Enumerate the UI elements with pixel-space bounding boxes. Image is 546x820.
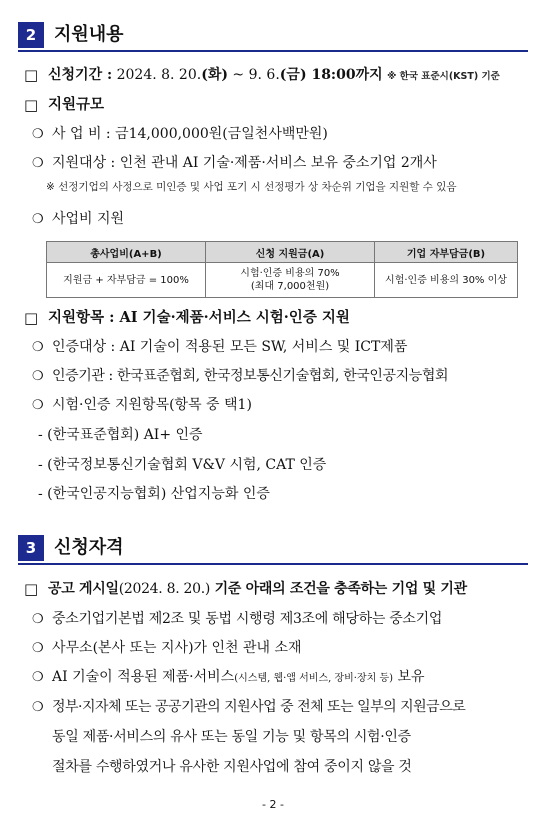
budget-value: 금14,000,000원(금일천사백만원) (115, 126, 328, 142)
table-header-cell: 기업 자부담금(B) (375, 242, 518, 263)
table-row (47, 263, 518, 298)
circle-bullet-icon: ❍ (32, 700, 44, 715)
square-bullet-icon: □ (24, 96, 39, 114)
page-number: - 2 - (262, 798, 284, 811)
table-header-cell: 신청 지원금(A) (206, 242, 375, 263)
table-header-cell: 총사업비(A+B) (47, 242, 206, 263)
circle-bullet-icon: ❍ (32, 369, 44, 384)
support-scale-label: 지원규모 (48, 96, 105, 113)
circle-bullet-icon: ❍ (32, 670, 44, 685)
square-bullet-icon: □ (24, 66, 39, 84)
cert-option-2: - (한국정보통신기술협회 V&V 시험, CAT 인증 (38, 457, 327, 473)
section-number: 2 (18, 22, 44, 48)
circle-bullet-icon: ❍ (32, 612, 44, 627)
circle-bullet-icon: ❍ (32, 156, 44, 171)
section-header-support (18, 20, 528, 52)
target-value: 인천 관내 AI 기술·제품·서비스 보유 중소기업 2개사 (119, 155, 437, 171)
circle-bullet-icon: ❍ (32, 127, 44, 142)
period-value-start: 2024. 8. 20. (116, 67, 202, 83)
cert-option-3: - (한국인공지능협회) 산업지능화 인증 (38, 486, 270, 502)
table-header-row (47, 242, 518, 263)
square-bullet-icon: □ (24, 309, 39, 327)
circle-bullet-icon: ❍ (32, 398, 44, 413)
support-items-label: 지원항목 : AI 기술·제품·서비스 시험·인증 지원 (48, 309, 350, 326)
section-number: 3 (18, 535, 44, 561)
support-cost-table (46, 241, 518, 298)
cert-option-1: - (한국표준협회) AI+ 인증 (38, 427, 203, 443)
table-cell: 지원금 + 자부담금 = 100% (47, 263, 206, 298)
circle-bullet-icon: ❍ (32, 340, 44, 355)
eligibility-item-4-cont: 동일 제품·서비스의 유사 또는 동일 기능 및 항목의 시험·인증 (52, 729, 411, 745)
section-title: 지원내용 (54, 24, 124, 45)
cost-support-label: 사업비 지원 (52, 211, 125, 227)
circle-bullet-icon: ❍ (32, 212, 44, 227)
section-title: 신청자격 (54, 537, 124, 558)
square-bullet-icon: □ (24, 580, 39, 598)
period-label: 신청기간 : (48, 67, 113, 83)
eligibility-item-4-cont: 절차를 수행하였거나 유사한 지원사업에 참여 중이지 않을 것 (52, 759, 412, 775)
period-value-end: 9. 6. (248, 67, 280, 83)
circle-bullet-icon: ❍ (32, 641, 44, 656)
target-note: ※ 선정기업의 사정으로 미인증 및 사업 포기 시 선정평가 상 차순위 기업을 지원할 수 있음 (46, 181, 457, 193)
table-cell: 시험·인증 비용의 70% (최대 7,000천원) (206, 263, 375, 298)
period-note: ※ 한국 표준시(KST) 기준 (387, 71, 500, 82)
table-cell: 시험·인증 비용의 30% 이상 (375, 263, 518, 298)
section-header-eligibility (18, 533, 528, 565)
